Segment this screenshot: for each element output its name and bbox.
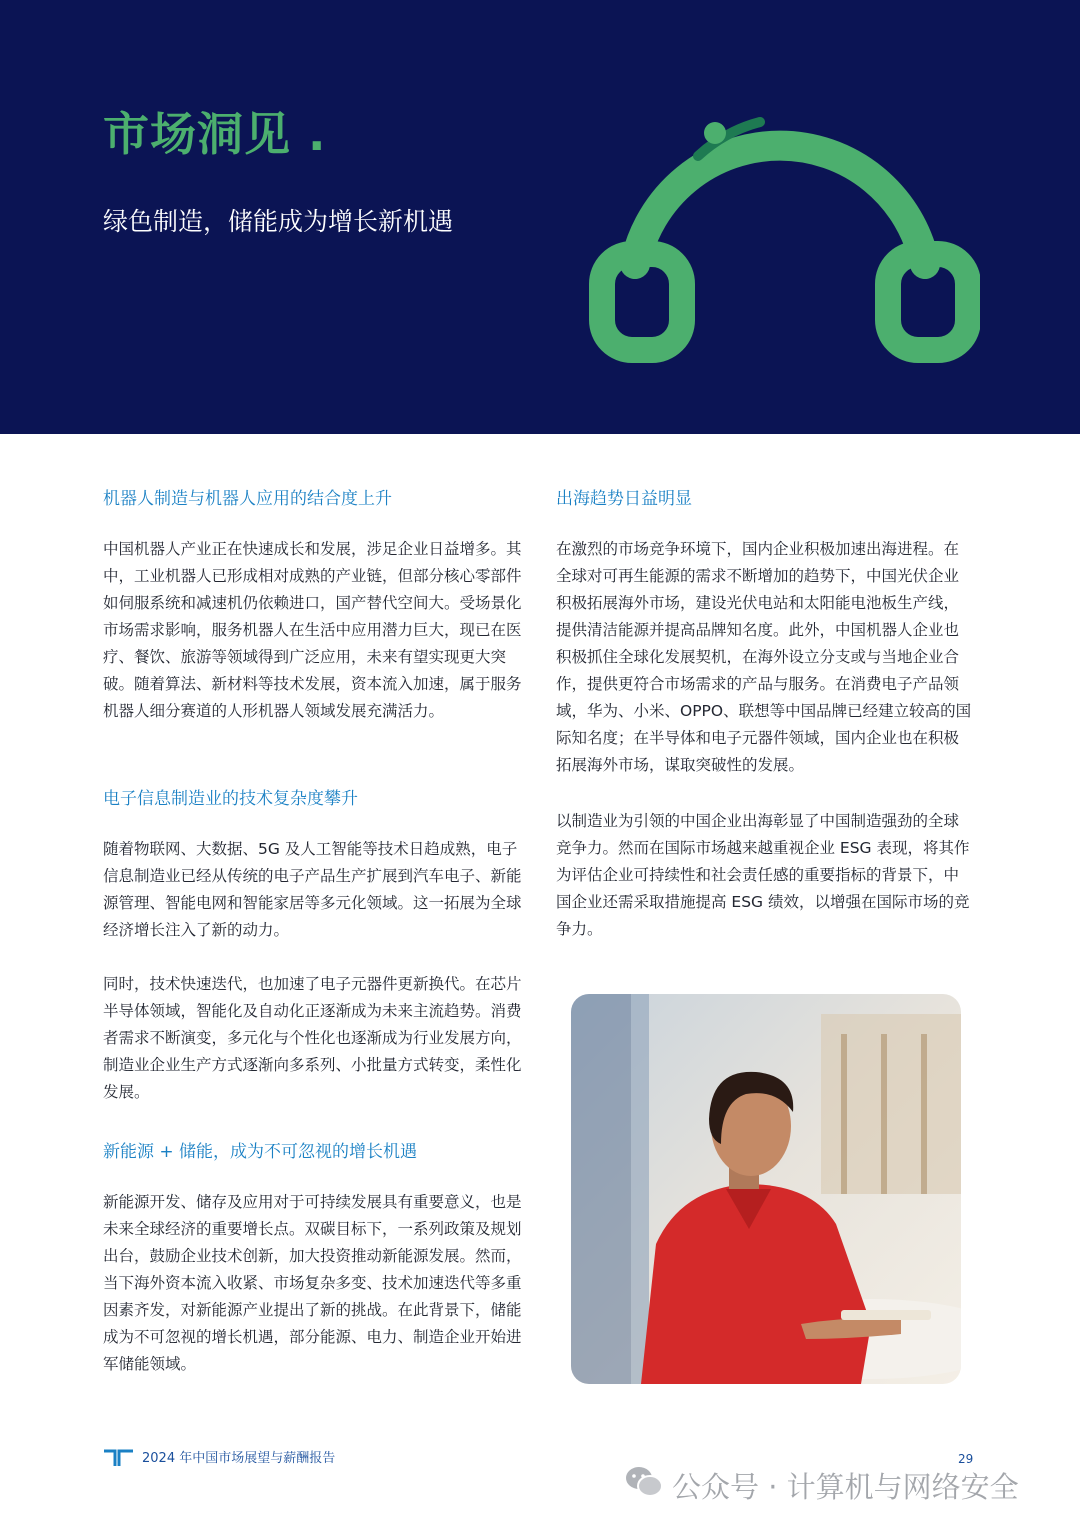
- page-number: 29: [958, 1452, 974, 1466]
- footer-report-title: 2024 年中国市场展望与薪酬报告: [142, 1451, 336, 1466]
- watermark-text: 公众号 · 计算机与网络安全: [672, 1470, 1019, 1504]
- wechat-icon: [624, 1465, 664, 1499]
- report-logo-icon: [103, 1447, 135, 1467]
- woman-reading-photo: [571, 994, 961, 1384]
- section-heading-energy: 新能源 + 储能，成为不可忽视的增长机遇: [103, 1142, 418, 1162]
- section-heading-overseas: 出海趋势日益明显: [556, 489, 692, 509]
- paragraph-energy: 新能源开发、储存及应用对于可持续发展具有重要意义，也是未来全球经济的重要增长点。双碳目标下，一系列政策及规划出台，鼓励企业技术创新，加大投资推动新能源发展。然而，当下海外资本流入收紧、市场复杂多变、技术加速迭代等多重因素齐发，对新能源产业提出了新的挑战。在此背景下，储能成为不可忽视的增长机遇，部分能源、电力、制造企业开始进军储能领域。: [103, 1193, 522, 1373]
- headphones-icon: [580, 96, 980, 376]
- paragraph-overseas-1: 在激烈的市场竞争环境下，国内企业积极加速出海进程。在全球对可再生能源的需求不断增加的趋势下，中国光伏企业积极拓展海外市场，建设光伏电站和太阳能电池板生产线，提供清洁能源并提高品牌知名度。此外，中国机器人企业也积极抓住全球化发展契机，在海外设立分支或与当地企业合作，提供更符合市场需求的产品与服务。在消费电子产品领域，华为、小米、OPPO、联想等中国品牌已经建立较高的国际知名度；在半导体和电子元器件领域，国内企业也在积极拓展海外市场，谋取突破性的发展。: [556, 540, 972, 774]
- paragraph-electronics-2: 同时，技术快速迭代，也加速了电子元器件更新换代。在芯片半导体领域，智能化及自动化正逐渐成为未来主流趋势。消费者需求不断演变，多元化与个性化也逐渐成为行业发展方向，制造业企业生产方式逐渐向多系列、小批量方式转变，柔性化发展。: [103, 975, 522, 1101]
- section-heading-electronics: 电子信息制造业的技术复杂度攀升: [103, 789, 358, 809]
- page-title: 市场洞见 .: [103, 107, 327, 161]
- paragraph-robotics: 中国机器人产业正在快速成长和发展，涉足企业日益增多。其中，工业机器人已形成相对成熟的产业链，但部分核心零部件如伺服系统和减速机仍依赖进口，国产替代空间大。受场景化市场需求影响，服务机器人在生活中应用潜力巨大，现已在医疗、餐饮、旅游等领域得到广泛应用，未来有望实现更大突破。随着算法、新材料等技术发展，资本流入加速，属于服务机器人细分赛道的人形机器人领域发展充满活力。: [103, 540, 522, 720]
- paragraph-electronics-1: 随着物联网、大数据、5G 及人工智能等技术日趋成熟，电子信息制造业已经从传统的电子产品生产扩展到汽车电子、新能源管理、智能电网和智能家居等多元化领域。这一拓展为全球经济增长注入了新的动力。: [103, 840, 522, 939]
- section-heading-robotics: 机器人制造与机器人应用的结合度上升: [103, 489, 392, 509]
- paragraph-overseas-2: 以制造业为引领的中国企业出海彰显了中国制造强劲的全球竞争力。然而在国际市场越来越重视企业 ESG 表现，将其作为评估企业可持续性和社会责任感的重要指标的背景下，中国企业还需采取措施提高 ESG 绩效，以增强在国际市场的竞争力。: [556, 812, 970, 938]
- header-banner: [0, 0, 1080, 434]
- page-subtitle: 绿色制造，储能成为增长新机遇: [103, 207, 454, 236]
